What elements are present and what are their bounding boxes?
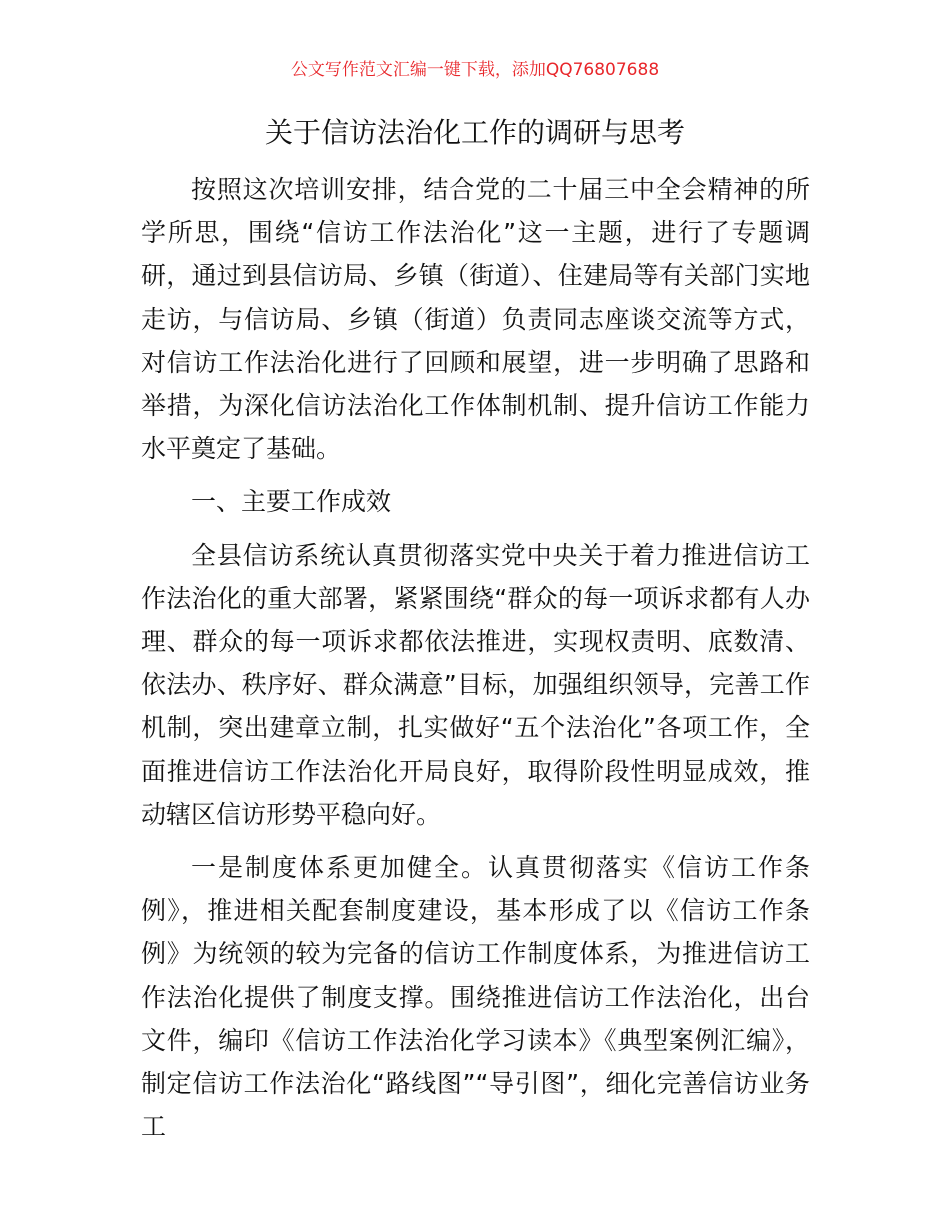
section-heading: 一、主要工作成效	[191, 487, 392, 517]
document-body	[141, 168, 810, 1148]
document-title: 关于信访法治化工作的调研与思考	[264, 116, 685, 149]
institution-paragraph: 一是制度体系更加健全。认真贯彻落实《信访工作条例》，推进相关配套制度建设，基本形成了以《信访工作条例》为统领的较为完备的信访工作制度体系，为推进信访工作法治化提供了制度支撑。围绕推进信访工作法治化，出台文件，编印《信访工作法治化学习读本》《典型案例汇编》，制定信访工作法治化“路线图”“导引图”，细化完善信访业务工	[141, 853, 810, 1142]
achievements-paragraph: 全县信访系统认真贯彻落实党中央关于着力推进信访工作法治化的重大部署，紧紧围绕“群众的每一项诉求都有人办理、群众的每一项诉求都依法推进，实现权责明、底数清、依法办、秩序好、群众满意”目标，加强组织领导，完善工作机制，突出建章立制，扎实做好“五个法治化”各项工作，全面推进信访工作法治化开局良好，取得阶段性明显成效，推动辖区信访形势平稳向好。	[141, 540, 810, 829]
intro-paragraph: 按照这次培训安排，结合党的二十届三中全会精神的所学所思，围绕“信访工作法治化”这一主题，进行了专题调研，通过到县信访局、乡镇（街道）、住建局等有关部门实地走访，与信访局、乡镇（街道）负责同志座谈交流等方式，对信访工作法治化进行了回顾和展望，进一步明确了思路和举措，为深化信访法治化工作体制机制、提升信访工作能力水平奠定了基础。	[141, 175, 810, 464]
download-banner: 公文写作范文汇编一键下载，添加QQ76807688	[290, 60, 660, 80]
